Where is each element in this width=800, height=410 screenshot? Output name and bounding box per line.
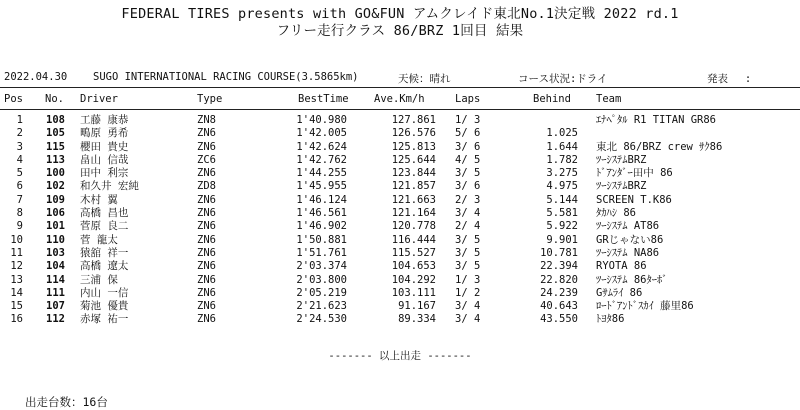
- cell-laps: 4/ 5: [455, 153, 481, 166]
- cell-best-time: 1'42.624: [296, 140, 347, 153]
- cell-laps: 3/ 5: [455, 233, 481, 246]
- cell-driver: 工藤 康恭: [80, 114, 129, 126]
- cell-type: ZN6: [197, 286, 216, 299]
- cell-ave-speed: 123.844: [391, 167, 436, 180]
- cell-type: ZN6: [197, 220, 216, 233]
- cell-behind: 1.644: [546, 140, 578, 153]
- cell-pos: 3: [16, 140, 23, 153]
- divider-header: [0, 109, 800, 110]
- cell-behind: 22.820: [540, 273, 578, 286]
- cell-team: ﾂｰｼｽﾃﾑ 86ﾀｰﾎﾞ: [596, 273, 668, 286]
- info-bar: [0, 71, 800, 85]
- cell-type: ZN6: [197, 233, 216, 246]
- cell-driver: 田中 利宗: [80, 167, 129, 180]
- cell-type: ZD8: [197, 180, 216, 193]
- cell-type: ZN6: [197, 300, 216, 313]
- cell-ave-speed: 104.653: [391, 260, 436, 273]
- cell-laps: 3/ 6: [455, 140, 481, 153]
- table-row: [0, 141, 800, 154]
- col-no: No.: [45, 93, 64, 105]
- table-row: [0, 207, 800, 220]
- table-row: [0, 287, 800, 300]
- cell-car-no: 111: [46, 286, 65, 299]
- cell-driver: 櫻田 貴史: [80, 140, 129, 153]
- cell-type: ZN6: [197, 193, 216, 206]
- cell-laps: 3/ 5: [455, 260, 481, 273]
- cell-team: ﾂｰｼｽﾃﾑBRZ: [596, 153, 647, 166]
- cell-laps: 3/ 4: [455, 207, 481, 220]
- cell-behind: 4.975: [546, 180, 578, 193]
- cell-pos: 16: [10, 313, 23, 326]
- table-row: [0, 114, 800, 127]
- cell-team: ﾂｰｼｽﾃﾑBRZ: [596, 180, 647, 193]
- divider-top: [0, 87, 800, 88]
- cell-pos: 12: [10, 260, 23, 273]
- table-row: [0, 274, 800, 287]
- col-team: Team: [596, 93, 622, 105]
- cell-team: ﾂｰｼｽﾃﾑ AT86: [596, 220, 660, 233]
- cell-behind: 3.275: [546, 167, 578, 180]
- results-table: [0, 114, 800, 327]
- table-row: [0, 154, 800, 167]
- cell-car-no: 107: [46, 300, 65, 313]
- cell-best-time: 1'42.762: [296, 153, 347, 166]
- cell-laps: 3/ 4: [455, 300, 481, 313]
- cell-driver: 菊池 優貴: [80, 300, 129, 313]
- cell-behind: 10.781: [540, 246, 578, 259]
- table-row: [0, 247, 800, 260]
- cell-car-no: 102: [46, 180, 65, 193]
- cell-behind: 43.550: [540, 313, 578, 326]
- cell-ave-speed: 89.334: [398, 313, 436, 326]
- col-best-time: BestTime: [298, 93, 349, 105]
- event-date: 2022.04.30: [4, 71, 68, 83]
- entry-count: 出走台数：16台: [25, 395, 108, 409]
- cell-car-no: 112: [46, 313, 65, 326]
- cell-pos: 9: [16, 220, 23, 233]
- cell-driver: 和久井 宏純: [80, 180, 139, 193]
- cell-team: ｴﾅﾍﾟﾀﾙ R1 TITAN GR86: [596, 114, 717, 126]
- table-row: [0, 300, 800, 313]
- course-condition: コース状況:ドライ: [518, 73, 608, 85]
- cell-best-time: 1'46.561: [296, 207, 347, 220]
- table-row: [0, 260, 800, 273]
- cell-type: ZN6: [197, 207, 216, 220]
- cell-team: ﾄﾞｱﾝﾀﾞｰ田中 86: [596, 167, 673, 180]
- cell-best-time: 1'42.005: [296, 127, 347, 140]
- cell-ave-speed: 91.167: [398, 300, 436, 313]
- cell-type: ZN6: [197, 246, 216, 259]
- col-type: Type: [197, 93, 223, 105]
- cell-car-no: 108: [46, 114, 65, 126]
- cell-pos: 13: [10, 273, 23, 286]
- cell-team: Gｻﾑﾗｲ 86: [596, 286, 643, 299]
- table-row: [0, 167, 800, 180]
- cell-team: ﾀｶﾊｼ 86: [596, 207, 636, 220]
- cell-pos: 1: [16, 114, 23, 126]
- cell-type: ZN6: [197, 127, 216, 140]
- cell-team: RYOTA 86: [596, 260, 647, 273]
- cell-car-no: 101: [46, 220, 65, 233]
- cell-ave-speed: 121.164: [391, 207, 436, 220]
- cell-best-time: 1'44.255: [296, 167, 347, 180]
- cell-behind: 24.239: [540, 286, 578, 299]
- cell-pos: 4: [16, 153, 23, 166]
- title-line-2: フリー走行クラス 86/BRZ 1回目 結果: [276, 23, 524, 39]
- cell-behind: 5.144: [546, 193, 578, 206]
- cell-driver: 鴫原 勇希: [80, 127, 129, 140]
- col-pos: Pos: [4, 93, 23, 105]
- cell-ave-speed: 103.111: [391, 286, 436, 299]
- cell-team: GRじゃない86: [596, 233, 664, 246]
- cell-ave-speed: 116.444: [391, 233, 436, 246]
- col-laps: Laps: [455, 93, 481, 105]
- cell-laps: 3/ 4: [455, 313, 481, 326]
- title-line-1: FEDERAL TIRES presents with GO&FUN アムクレイド東北No.1決定戦 2022 rd.1: [121, 6, 679, 22]
- col-ave-speed: Ave.Km/h: [374, 93, 425, 105]
- table-row: [0, 180, 800, 193]
- cell-car-no: 106: [46, 207, 65, 220]
- cell-type: ZN8: [197, 114, 216, 126]
- cell-driver: 猿舘 祥一: [80, 246, 129, 259]
- cell-pos: 5: [16, 167, 23, 180]
- cell-best-time: 1'40.980: [296, 114, 347, 126]
- table-row: [0, 127, 800, 140]
- cell-team: SCREEN T.K86: [596, 193, 672, 206]
- cell-pos: 11: [10, 246, 23, 259]
- cell-driver: 菅 龍太: [80, 233, 118, 246]
- cell-behind: 1.025: [546, 127, 578, 140]
- cell-laps: 3/ 5: [455, 246, 481, 259]
- cell-pos: 6: [16, 180, 23, 193]
- cell-car-no: 114: [46, 273, 65, 286]
- cell-car-no: 110: [46, 233, 65, 246]
- cell-best-time: 1'45.955: [296, 180, 347, 193]
- cell-car-no: 103: [46, 246, 65, 259]
- cell-behind: 1.782: [546, 153, 578, 166]
- cell-pos: 2: [16, 127, 23, 140]
- announce-time: 発表 :: [707, 73, 752, 85]
- cell-type: ZN6: [197, 260, 216, 273]
- cell-ave-speed: 121.857: [391, 180, 436, 193]
- cell-team: ﾂｰｼｽﾃﾑ NA86: [596, 246, 660, 259]
- cell-car-no: 113: [46, 153, 65, 166]
- cell-behind: 5.922: [546, 220, 578, 233]
- cell-car-no: 109: [46, 193, 65, 206]
- cell-laps: 3/ 5: [455, 167, 481, 180]
- col-driver: Driver: [80, 93, 118, 105]
- cell-driver: 三浦 保: [80, 273, 118, 286]
- cell-best-time: 1'51.761: [296, 246, 347, 259]
- cell-pos: 10: [10, 233, 23, 246]
- table-row: [0, 313, 800, 326]
- cell-type: ZN6: [197, 167, 216, 180]
- table-row: [0, 234, 800, 247]
- cell-ave-speed: 115.527: [391, 246, 436, 259]
- cell-best-time: 1'50.881: [296, 233, 347, 246]
- cell-behind: 40.643: [540, 300, 578, 313]
- cell-driver: 高橋 昌也: [80, 207, 129, 220]
- weather: 天候：晴れ: [398, 73, 451, 85]
- cell-behind: 5.581: [546, 207, 578, 220]
- cell-driver: 菅原 良二: [80, 220, 129, 233]
- cell-behind: 9.901: [546, 233, 578, 246]
- cell-best-time: 2'21.623: [296, 300, 347, 313]
- table-row: [0, 220, 800, 233]
- cell-best-time: 2'03.800: [296, 273, 347, 286]
- cell-best-time: 2'05.219: [296, 286, 347, 299]
- cell-ave-speed: 127.861: [391, 114, 436, 126]
- cell-car-no: 105: [46, 127, 65, 140]
- cell-car-no: 115: [46, 140, 65, 153]
- cell-driver: 高橋 遼太: [80, 260, 129, 273]
- cell-laps: 1/ 2: [455, 286, 481, 299]
- cell-best-time: 1'46.902: [296, 220, 347, 233]
- cell-driver: 木村 翼: [80, 193, 118, 206]
- cell-best-time: 1'46.124: [296, 193, 347, 206]
- cell-laps: 1/ 3: [455, 273, 481, 286]
- cell-type: ZC6: [197, 153, 216, 166]
- cell-pos: 7: [16, 193, 23, 206]
- cell-team: 東北 86/BRZ crew ｻｸ86: [596, 140, 723, 153]
- cell-car-no: 104: [46, 260, 65, 273]
- cell-ave-speed: 126.576: [391, 127, 436, 140]
- cell-pos: 14: [10, 286, 23, 299]
- cell-car-no: 100: [46, 167, 65, 180]
- cell-type: ZN6: [197, 140, 216, 153]
- cell-team: ﾄﾖﾀ86: [596, 313, 625, 326]
- end-marker: ------- 以上出走 -------: [328, 350, 472, 362]
- cell-ave-speed: 120.778: [391, 220, 436, 233]
- column-header: [0, 93, 800, 107]
- cell-ave-speed: 125.813: [391, 140, 436, 153]
- cell-best-time: 2'24.530: [296, 313, 347, 326]
- table-row: [0, 194, 800, 207]
- cell-ave-speed: 121.663: [391, 193, 436, 206]
- cell-laps: 2/ 3: [455, 193, 481, 206]
- cell-driver: 赤塚 祐一: [80, 313, 129, 326]
- cell-laps: 1/ 3: [455, 114, 481, 126]
- cell-ave-speed: 125.644: [391, 153, 436, 166]
- cell-driver: 内山 一信: [80, 286, 129, 299]
- cell-behind: 22.394: [540, 260, 578, 273]
- cell-ave-speed: 104.292: [391, 273, 436, 286]
- cell-pos: 8: [16, 207, 23, 220]
- course-name: SUGO INTERNATIONAL RACING COURSE(3.5865km): [93, 71, 359, 83]
- cell-laps: 5/ 6: [455, 127, 481, 140]
- cell-best-time: 2'03.374: [296, 260, 347, 273]
- cell-type: ZN6: [197, 313, 216, 326]
- cell-pos: 15: [10, 300, 23, 313]
- cell-driver: 畠山 信哉: [80, 153, 129, 166]
- cell-type: ZN6: [197, 273, 216, 286]
- cell-team: ﾛｰﾄﾞｱﾝﾄﾞｽｶｲ 藤里86: [596, 300, 694, 313]
- cell-laps: 3/ 6: [455, 180, 481, 193]
- cell-laps: 2/ 4: [455, 220, 481, 233]
- col-behind: Behind: [533, 93, 571, 105]
